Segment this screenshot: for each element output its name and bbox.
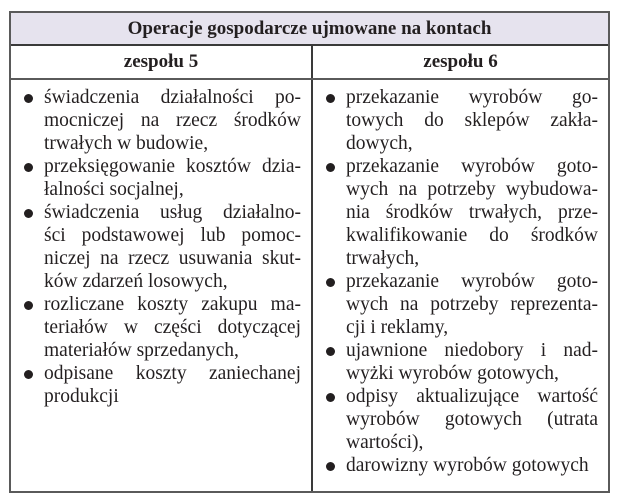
list-item-line: niczej na rzecz usuwania skut- xyxy=(44,248,301,269)
list-item xyxy=(21,201,301,293)
list-item xyxy=(21,362,301,408)
list-item-line: cji i reklamy, xyxy=(346,317,449,338)
list-item-line: produkcji xyxy=(44,386,119,407)
list-item xyxy=(21,86,301,155)
list-item-line: trwałych, xyxy=(346,248,420,269)
list-item-line: wych na potrzeby reprezenta- xyxy=(346,294,598,315)
list-item-line: wartości), xyxy=(346,432,424,453)
list-item-line: darowizny wyrobów gotowych xyxy=(346,455,589,476)
bullet-list-zespol-6 xyxy=(323,86,598,477)
column-zespol-5 xyxy=(11,80,313,491)
list-item-line: kwalifikowanie do środków xyxy=(346,225,598,246)
list-item-line: odpisy aktualizujące wartość xyxy=(346,386,598,407)
list-item-line: przekazanie wyrobów goto- xyxy=(346,156,598,177)
table-body-row xyxy=(11,80,608,491)
list-item-line: odpisane koszty zaniechanej xyxy=(44,363,301,384)
bullet-list-zespol-5 xyxy=(21,86,301,408)
column-header-row xyxy=(11,46,608,80)
list-item-line: ści podstawowej lub pomoc- xyxy=(44,225,301,246)
list-item xyxy=(323,155,598,270)
list-item xyxy=(323,454,598,477)
list-item-line: nia środków trwałych, prze- xyxy=(346,202,598,223)
operations-table xyxy=(9,11,610,493)
list-item xyxy=(21,155,301,201)
list-item-line: ków zdarzeń losowych, xyxy=(44,271,228,292)
column-header-zespol-5: zespołu 5 xyxy=(11,46,313,78)
list-item-line: świadczenia usług działalno- xyxy=(44,202,301,223)
list-item-line: wych na potrzeby wybudowa- xyxy=(346,179,598,200)
list-item-line: przekazanie wyrobów go- xyxy=(346,87,598,108)
list-item-line: łalności socjalnej, xyxy=(44,179,184,200)
table-title: Operacje gospodarcze ujmowane na kontach xyxy=(11,13,608,46)
list-item-line: teriałów w części dotyczącej xyxy=(44,317,301,338)
list-item-line: przekazanie wyrobów goto- xyxy=(346,271,598,292)
list-item-line: świadczenia działalności po- xyxy=(44,87,301,108)
column-header-zespol-6: zespołu 6 xyxy=(423,51,498,72)
list-item-line: dowych, xyxy=(346,133,413,154)
list-item xyxy=(323,86,598,155)
list-item-line: wyrobów gotowych (utrata xyxy=(346,409,598,430)
column-zespol-6 xyxy=(313,80,608,491)
list-item xyxy=(21,293,301,362)
list-item-line: trwałych w budowie, xyxy=(44,133,209,154)
list-item-line: mocniczej na rzecz środków xyxy=(44,110,301,131)
list-item-line: przeksięgowanie kosztów dzia- xyxy=(44,156,301,177)
list-item-line: rozliczane koszty zakupu ma- xyxy=(44,294,301,315)
list-item-line: ujawnione niedobory i nad- xyxy=(346,340,598,361)
list-item-line: materiałów sprzedanych, xyxy=(44,340,239,361)
list-item xyxy=(323,270,598,339)
list-item-line: towych do sklepów zakła- xyxy=(346,110,598,131)
list-item-line: wyżki wyrobów gotowych, xyxy=(346,363,559,384)
list-item xyxy=(323,339,598,385)
list-item xyxy=(323,385,598,454)
